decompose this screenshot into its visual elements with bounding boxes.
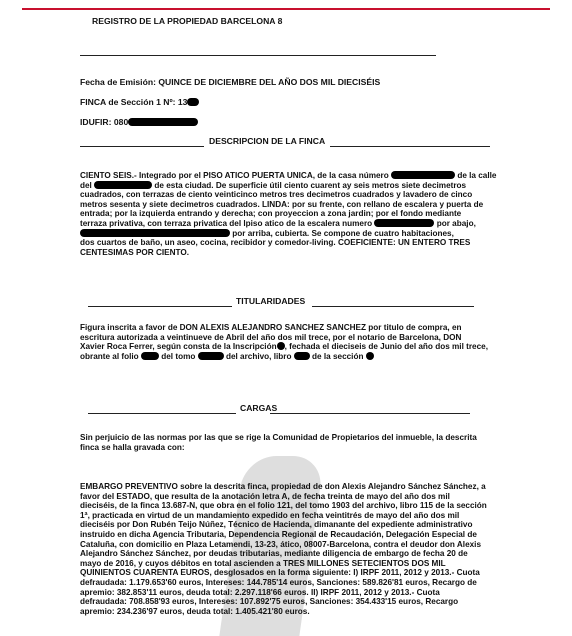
descripcion-paragraph (80, 171, 500, 257)
titularidades-text: del archivo, libro (225, 351, 292, 361)
cargas-line: mayo de 2016, y cuyos débitos en total ascienden a TRES MILLONES SETECIENTOS DOS MIL (80, 558, 446, 568)
issue-date (80, 77, 380, 88)
titularidades-text: , fechada el dieciseis de Junio (284, 342, 402, 352)
cargas-line: Cataluña, con domicilio en Plaza Letamendi, 13-23, ático, 08007-Barcelona, contra el deudor don Alexis (80, 539, 482, 549)
cargas-text: Sin perjuicio de las normas por las que se rige la Comunidad de Propietarios del inmueble, la descrita (80, 433, 477, 442)
cargas-paragraph (80, 482, 500, 616)
descripcion-text: del (80, 180, 92, 190)
descripcion-text: CIENTO SEIS.- Integrado por el PISO ATICO PUERTA UNICA, de la casa número (80, 171, 389, 180)
descripcion-text: de esta ciudad. De superficie útil ciento cuarent ay seis metros siete decimetros (154, 180, 467, 190)
redaction (198, 352, 224, 360)
cargas-line: favor del ESTADO, que resulta de la anotación letra A, de fecha treinta de mayo del año dos mil (80, 491, 450, 501)
header-accent-bar (22, 8, 550, 10)
titularidades-text: escritura autorizada a veintinueve de Abril del año dos mil trece, por el notario de Barcelona, DON (80, 332, 462, 342)
titularidades-text: Figura inscrita a favor de DON ALEXIS ALEJANDRO SANCHEZ SANCHEZ por titulo de compra, en (80, 323, 462, 332)
registry-title: REGISTRO DE LA PROPIEDAD BARCELONA 8 (92, 16, 283, 26)
cargas-line: Alejandro Sánchez Sánchez, por deudas tributarias, mediante diligencia de embargo de fecha 20 de (80, 549, 468, 559)
titularidades-text: del año dos mil trece, (404, 342, 488, 352)
cargas-line: apremio: 234.236'97 euros, deuda total: 1.405.421'80 euros. (80, 606, 310, 616)
cargas-line: dieciséis, de la finca 13.687-N, que obra en el folio 121, del tomo 1903 del archivo, libro 115 de la sección (80, 501, 487, 511)
redaction (94, 181, 152, 189)
descripcion-text: terraza privativa, con terraza privatica del lpiso atico de la escalera numero (80, 218, 373, 228)
cargas-line: apremio: 382.853'11 euros, deuda total: 2.297.118'66 euros. II) IRPF 2011, 2012 y 2013.- Cuota (80, 587, 440, 597)
descripcion-text: metros sesenta y siete decimetros cuadrados. LINDA: por su frente, con rellano de escalera y puerta de (80, 199, 484, 209)
titularidades-text: obrante al folio (80, 351, 139, 361)
redaction (277, 342, 285, 350)
titularidades-paragraph (80, 323, 500, 361)
descripcion-text: de la calle (457, 171, 497, 180)
cargas-line: instruido en dicha Agencia Tributaria, Dependencia Regional de Recaudación, Delegación Especial de (80, 529, 477, 539)
section-title-titularidades: TITULARIDADES (236, 296, 306, 306)
finca-label: FINCA de Sección 1 Nº: (80, 97, 176, 107)
cargas-line: dieciséis por Don Rubén Teijo Núñez, Técnico de Hacienda, dimanante del expediente administrativo (80, 520, 473, 530)
cargas-line: defraudada: 1.179.653'60 euros, Intereses: 144.785'14 euros, Sanciones: 589.826'81 euros, Recargo de (80, 577, 477, 587)
section-rule-left (88, 306, 232, 307)
redaction (141, 352, 159, 360)
redaction (366, 352, 374, 360)
cargas-line: 1ª, practicada en virtud de un mandamiento expedido en fecha veintitrés de mayo del año dos mil (80, 510, 460, 520)
redaction (80, 229, 230, 237)
idufir (80, 117, 198, 128)
idufir-label: IDUFIR: (80, 117, 112, 127)
redaction (374, 219, 434, 227)
descripcion-text: CENTESIMAS POR CIENTO. (80, 247, 190, 257)
cargas-intro (80, 433, 500, 452)
issue-date-value: QUINCE DE DICIEMBRE DEL AÑO DOS MIL DIECISÉIS (158, 77, 381, 87)
descripcion-text: cuadrados, con terrazas de ciento veinticinco metros tres decimetros cuadrados y lavadero de cinco (80, 190, 473, 200)
redaction (128, 118, 198, 126)
section-rule-right (330, 146, 490, 147)
titularidades-text: de la sección (312, 351, 364, 361)
cargas-line: EMBARGO PREVENTIVO sobre la descrita finca, propiedad de don Alexis Alejandro Sánchez Sánchez, a (80, 482, 486, 491)
header-rule (80, 55, 436, 56)
section-rule-left (80, 146, 204, 147)
finca-number (80, 97, 199, 108)
descripcion-text: dos cuartos de baño, un aseo, cocina, recibidor y comedor-living. COEFICIENTE: UN ENTERO TRES (80, 238, 471, 248)
section-rule-right (270, 413, 470, 414)
descripcion-text: por arriba, cubierta. Se compone de cuatro habitaciones, (232, 228, 454, 238)
redaction (294, 352, 310, 360)
section-title-descripcion: DESCRIPCION DE LA FINCA (209, 136, 326, 146)
section-rule-right (312, 306, 474, 307)
section-title-cargas: CARGAS (240, 403, 278, 413)
redaction (391, 171, 455, 179)
descripcion-text: por abajo, (436, 218, 476, 228)
finca-value: 13 (177, 97, 188, 107)
issue-date-label: Fecha de Emisión: (80, 77, 156, 87)
titularidades-text: Xavier Roca Ferrer, según consta de la Inscripción (80, 342, 277, 352)
redaction (187, 98, 199, 106)
section-rule-left (88, 413, 236, 414)
titularidades-text: del tomo (161, 351, 196, 361)
cargas-text: finca se halla gravada con: (80, 442, 185, 452)
cargas-line: QUINIENTOS CUARENTA EUROS, desglosados en la forma siguiente: I) IRPF 2011, 2012 y 2013.- Cuota (80, 568, 480, 578)
idufir-value: 080 (113, 117, 129, 127)
cargas-line: defraudada: 708.858'93 euros, Intereses: 107.892'75 euros, Sanciones: 354.433'15 euros, Recargo (80, 597, 459, 607)
descripcion-text: entrada; por la izquierda entrando y derecha; con proyeccion a zona jardin; por el fondo mediante (80, 209, 462, 219)
